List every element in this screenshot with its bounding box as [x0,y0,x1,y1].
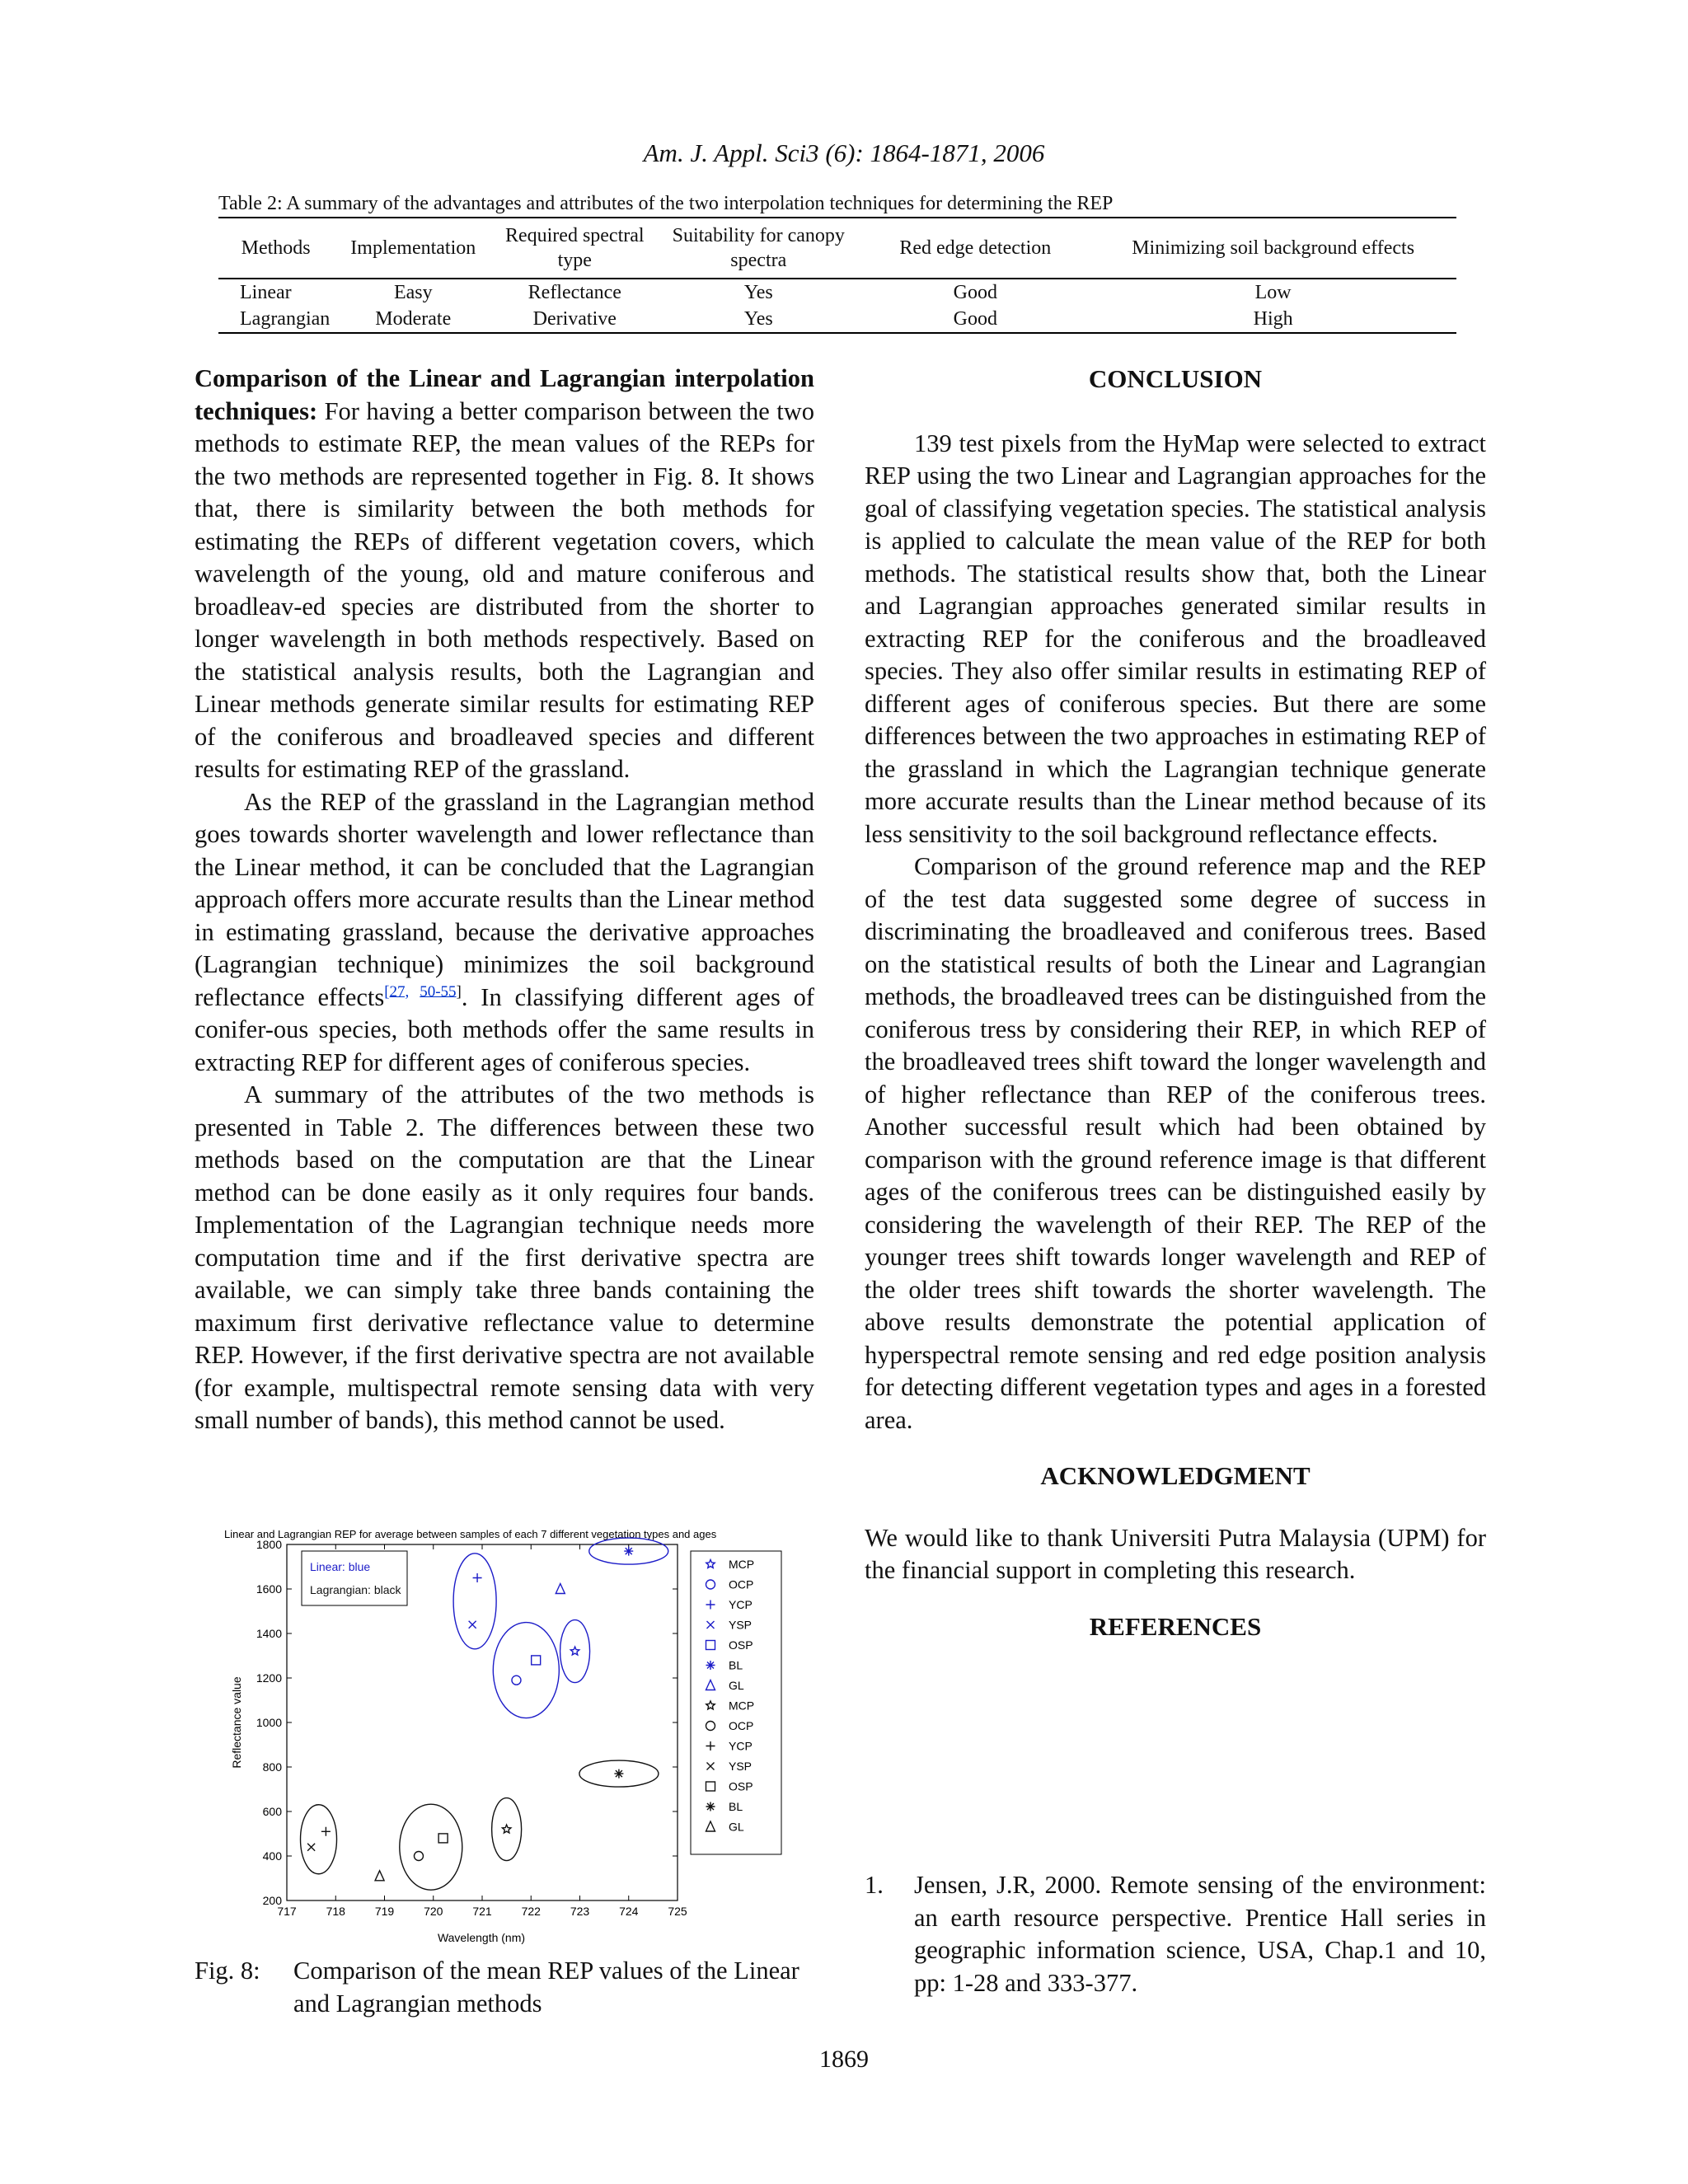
legend-label: MCP [729,1699,755,1713]
legend-label: OSP [729,1779,753,1793]
paragraph-text: . In classifying different ages of conifer-ous species, both methods offer the same results in extracting REP for different ages of coniferous species. [195,982,814,1076]
x-tick-label: 724 [619,1905,639,1918]
col-header: Implementation [350,237,476,259]
legend-label: YSP [729,1618,753,1632]
y-tick-label: 1000 [256,1716,282,1729]
citation-link[interactable]: [27, [384,982,410,1001]
summary-table [218,217,1456,334]
col-header: Required spectral type [504,225,645,271]
paragraph: We would like to thank Universiti Putra Malaysia (UPM) for the financial support in completing this research. [865,1523,1486,1584]
legend-label: GL [729,1820,744,1834]
references-heading: REFERENCES [1089,1611,1262,1641]
col-header: Red edge detection [899,237,1052,259]
table-cell: Low [1254,282,1292,303]
legend-label: BL [729,1800,743,1813]
paragraph: 139 test pixels from the HyMap were selected to extract REP using the two Linear and Lagrangian approaches for the goal of classifying vegetation species. The statistical analysis is applied to calculate the mean value of the REP for both methods. The statistical results show that, both the Linear and Lagrangian approaches generated similar results in extracting REP for the coniferous and the broadleaved species. They also offer similar results in estimating REP of different ages of coniferous species. But there are some differences between the two approaches in estimating REP of the grassland in which the Lagrangian technique generate more accurate results than the Linear method because of its less sensitivity to the soil background reflectance effects. [865,429,1486,848]
paragraph-text: For having a better comparison between the two methods to estimate REP, the mean values of the REPs for the two methods are represented together in Fig. 8. It shows that, there is similarity between the both methods for estimating the REPs of different vegetation covers, which wavelength of the young, old and mature coniferous and broadleav-ed species are distributed from the shorter to longer wavelength in both methods respectively. Based on the statistical analysis results, both the Lagrangian and Linear methods generate similar results for estimating REP of the coniferous and broadleaved species and different results for estimating REP of the grassland. [195,396,814,783]
section-run-in-heading: Comparison of the Linear and Lagrangian interpolation techniques: [195,364,814,425]
y-tick-label: 800 [262,1760,282,1774]
page-number: 1869 [819,2046,869,2073]
citation-link[interactable]: 50-55 [420,982,457,1001]
y-tick-label: 1600 [256,1582,282,1596]
legend-label: OCP [729,1577,754,1591]
table-caption: Table 2: A summary of the advantages and attributes of the two interpolation techniques for determining the REP [218,193,1114,214]
reference-text: Jensen, J.R, 2000. Remote sensing of the environment: an earth resource perspective. Prentice Hall series in geographic information science, USA, Chap.1 and 10, pp: 1-28 and 333-377. [914,1871,1486,1997]
table-cell: High [1253,308,1293,330]
table-cell: Yes [743,282,773,303]
reference-item [865,1869,1486,1999]
legend-label: YSP [729,1760,753,1773]
paragraph: Comparison of the ground reference map and the REP of the test data suggested some degree of success in discriminating the broadleaved and coniferous trees. Based on the statistical results of both the Linear and Lagrangian methods, the broadleaved trees can be distinguished from the coniferous tress by considering their REP, in which REP of the broadleaved trees shift toward the longer wavelength and of higher reflectance than REP of the coniferous trees. Another successful result which had been obtained by comparison with the ground reference image is that different ages of the coniferous trees can be distinguished easily by considering the wavelength of their REP. The REP of the younger trees shift towards longer wavelength and REP of the older trees shift towards the shorter wavelength. The above results demonstrate the potential application of hyperspectral remote sensing and red edge position analysis for detecting different vegetation types and ages in a forested area. [865,852,1486,1434]
paragraph [195,363,814,786]
table-row [218,279,1456,306]
running-head: Am. J. Appl. Sci3 (6): 1864-1871, 2006 [643,138,1045,167]
right-column [865,363,1486,1643]
left-column [195,363,814,1437]
y-tick-label: 200 [262,1894,282,1907]
citation-bracket: ] [456,982,462,1001]
figure-caption [195,1955,821,2020]
legend-label: OCP [729,1719,754,1732]
table-cell: Linear [240,282,292,303]
acknowledgment-heading: ACKNOWLEDGMENT [1040,1461,1311,1490]
x-tick-label: 721 [472,1905,492,1918]
legend-label: OSP [729,1638,753,1652]
y-tick-label: 1200 [256,1671,282,1685]
y-tick-label: 1800 [256,1538,282,1551]
x-tick-label: 720 [424,1905,443,1918]
data-point [624,1547,633,1556]
legend-marker [706,1802,715,1811]
rep-scatter-chart [195,1523,814,1952]
table-cell: Yes [743,308,773,330]
x-tick-label: 719 [374,1905,395,1918]
figure-8 [195,1523,814,1952]
x-tick-label: 722 [521,1905,541,1918]
annotation-lagrangian: Lagrangian: black [310,1583,401,1596]
paragraph [195,786,814,1080]
data-point [614,1769,623,1779]
chart-title: Linear and Lagrangian REP for average between samples of each 7 different vegetation types and ages [224,1528,717,1540]
annotation-linear: Linear: blue [310,1560,371,1573]
col-header: Methods [241,237,311,259]
y-tick-label: 600 [262,1805,282,1818]
col-header: Suitability for canopy spectra [672,225,845,271]
y-axis-label: Reflectance value [230,1676,243,1769]
legend-label: GL [729,1679,744,1692]
x-tick-label: 725 [668,1905,687,1918]
col-header: Minimizing soil background effects [1132,237,1415,259]
paragraph: A summary of the attributes of the two methods is presented in Table 2. The differences between these two methods based on the computation are that the Linear method can be done easily as it only requires four bands. Implementation of the Lagrangian technique needs more computation time and if the first derivative spectra are available, we can simply take three bands containing the maximum first derivative reflectance value to determine REP. However, if the first derivative spectra are not available (for example, multispectral remote sensing data with very small number of bands), this method cannot be used. [195,1080,814,1434]
citation [384,982,462,1000]
figure-caption-text: Comparison of the mean REP values of the Linear and Lagrangian methods [293,1957,799,2018]
table-header-row [218,218,1456,279]
annotation-box [302,1551,407,1605]
table-cell: Reflectance [528,282,621,303]
x-axis-label: Wavelength (nm) [437,1931,526,1944]
legend-marker [706,1661,715,1670]
x-tick-label: 718 [326,1905,345,1918]
table-row [218,306,1456,333]
y-tick-label: 1400 [256,1627,282,1640]
legend-label: YCP [729,1598,753,1611]
figure-label: Fig. 8: [195,1957,260,1985]
legend-label: BL [729,1658,743,1672]
table-cell: Good [953,282,997,303]
x-tick-label: 723 [570,1905,590,1918]
table-cell: Lagrangian [240,308,331,330]
reference-number: 1. [865,1871,884,1899]
x-tick-label: 717 [277,1905,297,1918]
legend-label: MCP [729,1558,755,1571]
table-cell: Moderate [375,308,452,330]
table-cell: Derivative [532,308,617,330]
table-2 [218,193,1456,334]
conclusion-heading: CONCLUSION [1088,364,1263,393]
table-cell: Easy [393,282,433,303]
paragraph-text: As the REP of the grassland in the Lagrangian method goes towards shorter wavelength and lower reflectance than the Linear method, it can be concluded that the Lagrangian approach offers more accurate results than the Linear method in estimating grassland, because the derivative approaches (Lagrangian technique) minimizes the soil background reflectance effects [195,787,814,1011]
legend-label: YCP [729,1739,753,1753]
table-cell: Good [953,308,997,330]
y-tick-label: 400 [262,1849,282,1863]
